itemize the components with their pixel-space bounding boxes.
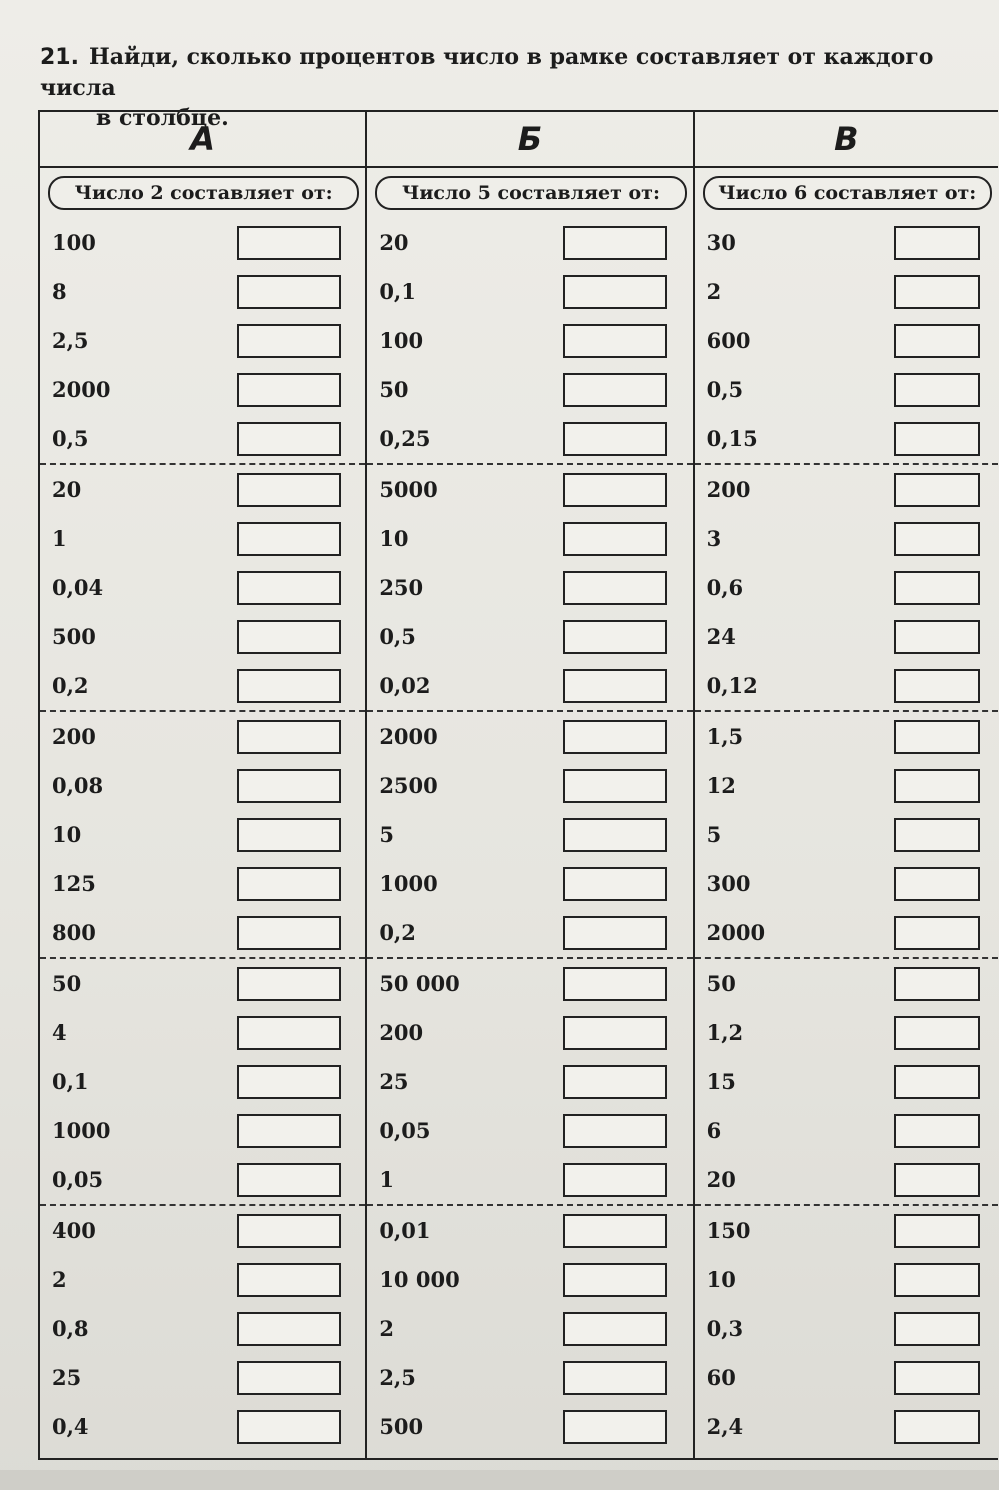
row-value: 100 [52,230,96,255]
row-value: 1000 [379,871,438,896]
answer-box[interactable] [237,967,341,1001]
row-value: 0,1 [52,1069,89,1094]
answer-box[interactable] [894,1114,980,1148]
row-value: 0,5 [706,377,744,402]
table-row [695,465,998,514]
answer-box[interactable] [563,473,667,507]
answer-box[interactable] [563,226,667,260]
table-row [695,1206,998,1255]
answer-box[interactable] [563,867,667,901]
row-value: 0,25 [379,426,431,451]
row-group [695,1206,998,1451]
answer-box[interactable] [563,275,667,309]
row-group [367,1206,692,1451]
answer-box[interactable] [563,1016,667,1050]
row-value: 0,2 [379,920,416,945]
table-row [695,267,998,316]
answer-box[interactable] [563,1410,667,1444]
row-value: 2000 [706,920,766,945]
table-row [367,959,692,1008]
column-a-caption: Число 2 составляет от: [48,176,359,210]
exercise-table [38,110,998,1460]
row-value: 3 [706,526,722,551]
table-row [695,1353,998,1402]
table-row [367,810,692,859]
table-row [40,514,365,563]
row-value: 0,5 [379,624,416,649]
answer-box[interactable] [237,669,341,703]
answer-box[interactable] [563,1361,667,1395]
table-row [40,1353,365,1402]
row-value: 200 [706,477,751,502]
row-value: 0,6 [706,575,744,600]
answer-box[interactable] [237,473,341,507]
table-row [367,1206,692,1255]
row-value: 10 [706,1267,736,1292]
table-row [695,1255,998,1304]
table-row [40,612,365,661]
row-value: 2 [52,1267,67,1292]
answer-box[interactable] [237,324,341,358]
answer-box[interactable] [237,522,341,556]
table-row [695,414,998,463]
row-value: 400 [52,1218,96,1243]
table-row [40,1106,365,1155]
row-value: 10 [52,822,82,847]
row-value: 50 000 [379,971,460,996]
page-bottom-edge [0,1470,999,1490]
answer-box[interactable] [237,1263,341,1297]
answer-box[interactable] [237,620,341,654]
table-row [695,859,998,908]
row-value: 2,4 [706,1414,744,1439]
answer-box[interactable] [894,967,980,1001]
table-row [40,810,365,859]
table-row [40,316,365,365]
row-value: 20 [379,230,409,255]
table-row [40,1008,365,1057]
table-row [40,267,365,316]
row-value: 0,4 [52,1414,89,1439]
answer-box[interactable] [894,669,980,703]
table-row [695,365,998,414]
answer-box[interactable] [894,1312,980,1346]
answer-box[interactable] [894,769,980,803]
row-value: 20 [706,1167,736,1192]
column-b-caption: Число 5 составляет от: [375,176,686,210]
answer-box[interactable] [894,867,980,901]
table-row [695,1155,998,1204]
answer-box[interactable] [237,422,341,456]
answer-box[interactable] [894,1065,980,1099]
row-group [695,465,998,712]
answer-box[interactable] [563,967,667,1001]
column-b-groups [367,218,692,1451]
row-value: 2 [706,279,722,304]
task-line-1 [40,42,990,103]
table-row [695,1402,998,1451]
row-value: 4 [52,1020,67,1045]
table-row [695,1304,998,1353]
answer-box[interactable] [894,226,980,260]
answer-box[interactable] [237,1312,341,1346]
table-row [40,1304,365,1353]
answer-box[interactable] [894,916,980,950]
row-value: 6 [706,1118,722,1143]
answer-box[interactable] [563,769,667,803]
table-row [367,1008,692,1057]
table-row [367,267,692,316]
table-row [40,365,365,414]
table-row [40,414,365,463]
row-value: 0,15 [706,426,758,451]
column-b [367,110,694,1458]
row-value: 2 [379,1316,394,1341]
table-row [695,612,998,661]
answer-box[interactable] [894,473,980,507]
row-value: 2000 [52,377,111,402]
row-value: 0,12 [706,673,758,698]
row-value: 500 [52,624,96,649]
answer-box[interactable] [563,1263,667,1297]
table-row [367,514,692,563]
table-row [40,218,365,267]
row-value: 50 [379,377,409,402]
row-value: 0,05 [379,1118,431,1143]
row-value: 50 [52,971,82,996]
table-row [40,959,365,1008]
column-v [695,110,998,1458]
table-row [695,908,998,957]
table-row [367,1353,692,1402]
row-group [367,959,692,1206]
answer-box[interactable] [563,422,667,456]
row-value: 2,5 [52,328,89,353]
answer-box[interactable] [237,867,341,901]
row-value: 5000 [379,477,438,502]
answer-box[interactable] [894,1163,980,1197]
answer-box[interactable] [237,818,341,852]
table-row [367,859,692,908]
row-value: 1 [379,1167,394,1192]
answer-box[interactable] [563,571,667,605]
row-value: 150 [706,1218,751,1243]
table-row [695,514,998,563]
answer-box[interactable] [894,620,980,654]
row-value: 0,04 [52,575,104,600]
row-value: 1 [52,526,67,551]
table-row [40,1206,365,1255]
table-row [367,465,692,514]
table-row [367,1155,692,1204]
table-row [695,712,998,761]
answer-box[interactable] [237,1361,341,1395]
table-row [695,761,998,810]
answer-box[interactable] [894,1361,980,1395]
table-row [40,859,365,908]
row-value: 600 [706,328,751,353]
column-v-groups [695,218,998,1451]
table-row [367,1402,692,1451]
answer-box[interactable] [563,720,667,754]
table-row [40,712,365,761]
answer-box[interactable] [563,916,667,950]
answer-box[interactable] [237,275,341,309]
table-row [367,1255,692,1304]
answer-box[interactable] [563,1163,667,1197]
row-value: 24 [706,624,736,649]
row-value: 300 [706,871,751,896]
row-value: 800 [52,920,96,945]
answer-box[interactable] [563,522,667,556]
table-row [695,563,998,612]
answer-box[interactable] [563,620,667,654]
answer-box[interactable] [894,571,980,605]
table-row [367,1304,692,1353]
row-value: 20 [52,477,82,502]
row-value: 60 [706,1365,736,1390]
answer-box[interactable] [894,522,980,556]
row-group [695,959,998,1206]
row-value: 0,5 [52,426,89,451]
answer-box[interactable] [894,1263,980,1297]
table-row [695,1106,998,1155]
answer-box[interactable] [894,818,980,852]
row-value: 125 [52,871,96,896]
table-row [367,365,692,414]
row-value: 30 [706,230,736,255]
row-group [695,712,998,959]
table-row [367,316,692,365]
row-group [40,465,365,712]
row-value: 25 [52,1365,82,1390]
row-value: 2500 [379,773,438,798]
row-value: 0,8 [52,1316,89,1341]
table-row [367,712,692,761]
row-value: 0,1 [379,279,416,304]
answer-box[interactable] [563,1312,667,1346]
answer-box[interactable] [563,373,667,407]
task-text-line-2: в столбце. [96,105,229,131]
answer-box[interactable] [563,324,667,358]
column-v-caption: Число 6 составляет от: [703,176,992,210]
answer-box[interactable] [237,373,341,407]
row-value: 25 [379,1069,409,1094]
table-row [367,761,692,810]
table-row [367,661,692,710]
answer-box[interactable] [563,818,667,852]
row-value: 8 [52,279,67,304]
row-group [695,218,998,465]
table-row [695,810,998,859]
answer-box[interactable] [894,720,980,754]
answer-box[interactable] [563,1114,667,1148]
task-number: 21. [40,45,79,70]
answer-box[interactable] [894,1016,980,1050]
row-value: 5 [706,822,722,847]
task-text-line-1: Найди, сколько процентов число в рамке составляет от каждого числа [40,44,934,101]
answer-box[interactable] [894,1410,980,1444]
row-value: 15 [706,1069,736,1094]
answer-box[interactable] [237,226,341,260]
column-b-letter: Б [367,110,692,168]
answer-box[interactable] [563,669,667,703]
table-row [367,1057,692,1106]
table-row [367,414,692,463]
table-row [40,1255,365,1304]
row-value: 50 [706,971,736,996]
row-value: 1000 [52,1118,111,1143]
row-value: 200 [379,1020,424,1045]
answer-box[interactable] [237,1214,341,1248]
table-row [367,1106,692,1155]
table-row [40,465,365,514]
row-group [40,959,365,1206]
answer-box[interactable] [894,324,980,358]
table-row [367,218,692,267]
table-row [40,1402,365,1451]
answer-box[interactable] [237,571,341,605]
answer-box[interactable] [237,1114,341,1148]
row-group [40,218,365,465]
table-row [367,908,692,957]
table-row [40,661,365,710]
answer-box[interactable] [563,1214,667,1248]
row-value: 0,05 [52,1167,104,1192]
answer-box[interactable] [563,1065,667,1099]
table-row [367,563,692,612]
table-row [40,908,365,957]
answer-box[interactable] [237,1163,341,1197]
row-value: 500 [379,1414,424,1439]
row-value: 10 000 [379,1267,460,1292]
row-value: 0,02 [379,673,431,698]
row-group [367,712,692,959]
answer-box[interactable] [894,1214,980,1248]
table-row [40,1155,365,1204]
table-row [695,1008,998,1057]
answer-box[interactable] [237,916,341,950]
answer-box[interactable] [894,373,980,407]
row-value: 10 [379,526,409,551]
column-v-letter: В [695,110,998,168]
answer-box[interactable] [237,1410,341,1444]
row-value: 200 [52,724,96,749]
table-row [695,661,998,710]
table-row [40,1057,365,1106]
answer-box[interactable] [237,769,341,803]
column-a-groups [40,218,365,1451]
table-row [695,316,998,365]
row-value: 2000 [379,724,438,749]
table-row [695,1057,998,1106]
row-value: 2,5 [379,1365,416,1390]
row-value: 0,3 [706,1316,744,1341]
row-value: 0,01 [379,1218,431,1243]
row-value: 1,5 [706,724,744,749]
answer-box[interactable] [237,1065,341,1099]
row-value: 100 [379,328,424,353]
row-group [367,465,692,712]
row-value: 5 [379,822,394,847]
column-a-letter: А [40,110,365,168]
row-value: 250 [379,575,424,600]
row-value: 0,2 [52,673,89,698]
column-a [40,110,367,1458]
row-value: 12 [706,773,736,798]
answer-box[interactable] [894,275,980,309]
row-value: 1,2 [706,1020,744,1045]
table-row [367,612,692,661]
table-row [40,563,365,612]
answer-box[interactable] [237,1016,341,1050]
answer-box[interactable] [894,422,980,456]
row-group [367,218,692,465]
table-row [40,761,365,810]
answer-box[interactable] [237,720,341,754]
row-group [40,712,365,959]
row-group [40,1206,365,1451]
table-row [695,218,998,267]
table-row [695,959,998,1008]
row-value: 0,08 [52,773,104,798]
